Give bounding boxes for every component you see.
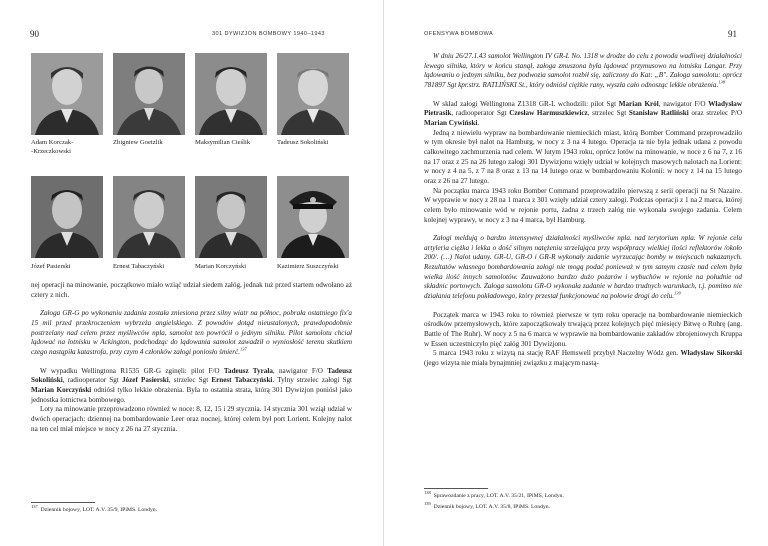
portrait-photo [113,176,185,258]
right-paragraph [424,100,742,129]
crew-name: Marian Król [618,99,659,108]
portrait-photo [113,53,185,135]
portrait-caption: Zbigniew Goetzlik [113,139,163,146]
crew-name: Czesław Harmuszkiewicz [509,109,588,118]
crew-name: Marian Cywiński [424,118,478,127]
footnote [31,506,157,514]
footnote-text: Sprawozdanie z pracy, LOT. A.V. 35/21, IPiMS, Londyn. [433,493,564,499]
right-paragraph: Jedną z niewielu wypraw na bombardowanie niemieckich miast, którą Bomber Command przeprowadziło w tym okresie był nalot na Hamburg, w nocy z 3 na 4 lutego. Operacja ta nie była jednak udana z powodu całkowitego zachmurzenia nad celem. W lutym 1943 roku, oprócz lotów na minowanie, w noce z 6 na 7, z 16 na 17 oraz z 25 na 26 lutego załogi 301 Dywizjonu wzięły udział w kolejnych masowych nalotach na Lorient: w nocy z 4 na 5, z 7 na 8 oraz z 13 na 14 lutego oraz w bombardowaniu Kolonii: w nocy z 14 na 15 lutego oraz z 26 na 27 lutego. [424,128,742,185]
text-run: W wypadku Wellingtona R1535 GR-G zginęli: pilot F/O [40,366,224,375]
footnote-text: Dziennik bojowy, LOT. A.V. 35/9, IPiMS. Londyn. [40,507,158,513]
right-quote-text: W dniu 26/27.1.43 samolot Wellington IV GR-L No. 1318 w drodze do celu z powodu wadliwej działalności lewego silnika, który w końcu stanął, załoga zmuszona była lądować przymusowo na lotnisku Langar. Przy lądowaniu o jednym silniku, bez podwozia samolot rozbił się, zaliczony do Kat: „B". Załoga samolotu: oprócz 781897 Sgt kpr.strz. RATLIŃSKI St., który odniósł ciężkie rany, wyszła cało odnosząc lekkie obrażenia [424,52,742,89]
right-paragraph [424,349,742,368]
right-running-head: OFENSYWA BOMBOWA [424,31,494,37]
footnote-ref: 139 [674,290,681,296]
right-quote: Załogi meldują o bardzo intensywnej działalności myśliwców npla. nad terytorium npla. W rejonie celu artyleria ciężka i lekka o dość silnym natężeniu strzelająca przy współpracy wielkiej ilości reflektorów /około 200/. (…) Nalot udany. GR-U, GR-O i GR-R wykonały zadanie wyrzucając bomby w miejscach nakazanych. Rezultatów własnego bombardowania załogi nie mogą podać ponieważ w tym samym czasie nad celem była wielka ilość innych samolotów. Zauważono bardzo dużo pożarów i wybuchów w rejonie na południe od składnic portowych. Załoga samolotu GR-O wykonała zadanie w bardzo trudnych warunkach, t.j. pomimo nie działania telefonu pokładowego, który przestał funkcjonować na połowie drogi do celu.$^{139}$ [424,234,742,301]
left-paragraph: Loty na minowanie przeprowadzono również w noce: 8, 12, 15 i 29 stycznia. 14 stycznia 301 wziął udział w dwóch operacjach: dziennej na bombardowanie Leer oraz nocnej, której celem był port Lorient. Kolejny nalot na ten cel miał miejsce w nocy z 26 na 27 stycznia. [31,405,352,433]
right-page-number: 91 [728,29,737,39]
portrait-caption: Józef Pasierski [31,263,71,270]
crew-name: Władysław Pietrasik [424,99,742,118]
text-run: . [477,118,480,127]
portrait-caption: Adam Korczak- -Krzeczkowski [31,139,74,155]
portrait-photo [31,176,103,258]
right-quote: W dniu 26/27.1.43 samolot Wellington IV GR-L No. 1318 w drodze do celu z powodu wadliwej działalności lewego silnika, który w końcu stanął, załoga zmuszona była lądować przymusowo na lotnisku Langar. Przy lądowaniu o jednym silniku, bez podwozia samolot rozbił się, zaliczony do Kat: „B". Załoga samolotu: oprócz 781897 Sgt kpr.strz. RATLIŃSKI St., który odniósł ciężkie rany, wyszła cało odnosząc lekkie obrażenia.$^{138}$ [424,52,742,89]
right-body-text [424,52,742,369]
footnote-rule [424,488,488,489]
footnote-rule [31,502,95,503]
footnote [424,503,550,511]
text-run: , strzelec Sgt [587,109,629,118]
right-paragraph: Początek marca w 1943 roku to również pierwsze w tym roku operacje na bombardowanie niemieckich ośrodków przemysłowych, które zapoczątkowały trwającą przez kolejnych pięć miesięcy Bitwę o Ruhrę (ang. Battle of The Ruhr). W nocy z 5 na 6 marca w wyprawie na bombardowanie zakładów zbrojeniowych Kruppa w Essen uczestniczyło pięć załóg 301 Dywizjonu. [424,310,742,348]
left-quote-text: Załoga GR-G po wykonaniu zadania została zniesiona przez silny wiatr na północ, pobrała ostatniego fix'a 15 mil przed przekroczeniem wybrzeża angielskiego. Z powodów dotąd nieustalonych, prawdopodobnie postrzelany nad celem przez myśliwców npla, samolot ten powrócił o jednym silniku. Pilot samolotu chciał lądować na lotnisku w Ackington, podchodząc do lądowania samolot zawadził o wyniosłość terenu skutkiem czego nastąpiła katastrofa, przy czym 4 członków załogi poniosło śmierć [31,309,352,356]
left-running-head: 301 DYWIZJON BOMBOWY 1940–1943 [212,31,325,37]
portrait-caption: Ernest Tabaczyński [113,263,165,270]
crew-name: Józef Pasierski [121,376,169,385]
portrait-photo [277,53,349,135]
portrait-caption: Maksymilian Cieślik [195,139,251,146]
text-run: odniósł tylko lekkie obrażenia. Była to ostatnia strata, którą 301 Dywizjon poniósł jako jednostka lotnictwa bombowego. [31,385,352,404]
crew-name: Ernest Tabaczyński [211,376,273,385]
portrait-photo [31,53,103,135]
left-quote: Załoga GR-G po wykonaniu zadania została zniesiona przez silny wiatr na północ, pobrała ostatniego fix'a 15 mil przed przekroczeniem wybrzeża angielskiego. Z powodów dotąd nieustalonych, prawdopodobnie postrzelany nad celem przez myśliwców npla, samolot ten powrócił o jednym silniku. Pilot samolotu chciał lądować na lotnisku w Ackington, podchodząc do lądowania samolot zawadził o wyniosłość terenu skutkiem czego nastąpiła katastrofa, przy czym 4 członków załogi poniosło śmierć.$^{137}$ [31,309,352,356]
footnote-ref: 137 [240,346,247,352]
footnote-number: 138 [424,490,431,496]
text-run: (jego wizyta nie miała bynajmniej związku z mającym nastą- [424,359,599,368]
crew-name: Władysław Sikorski [680,349,742,358]
text-run: oraz strzelec P/O [688,109,742,118]
crew-name: Stanisław Ratliński [628,109,689,118]
left-page-number: 90 [30,29,39,39]
right-paragraph: Na początku marca 1943 roku Bomber Command przeprowadziło pierwszą z serii operacji na St Nazaire. W wyprawie w nocy z 28 na 1 marca z 301 wzięły udział cztery załogi. Podczas operacji z 1 na 2 marca, której celem było minowanie wód w rejonie portu, żadna z trzech załóg nie wykonała swojego zadania. Celem kolejnej wyprawy, w nocy z 3 na 4 marca, był Hamburg. [424,186,742,224]
crew-name: Marian Korczyński [31,385,92,394]
text-run: , nawigator F/O [272,366,328,375]
footnote [424,492,564,500]
text-run: W skład załogi Wellingtona Z1318 GR-L wchodzili: pilot Sgt [433,99,619,108]
portrait-photo [195,53,267,135]
portrait-caption: Kazimierz Suszczyński [277,263,339,270]
text-run: , radiooperator Sgt [62,376,122,385]
text-run: 5 marca 1943 roku z wizytą na stację RAF Hemswell przybył Naczelny Wódz gen. [433,349,681,358]
footnote-number: 137 [31,504,38,510]
portrait-photo [277,176,349,258]
left-paragraph [31,367,352,406]
crew-name: Tadeusz Tyrała [223,366,273,375]
left-paragraph: nej operacji na minowanie, początkowo miało wziąć udział siedem załóg, jednak tuż przed startem odwołano aż cztery z nich. [31,281,352,299]
left-body-text [31,281,352,434]
footnote-text: Dziennik bojowy, LOT. A.V. 35/8, IPiMS. Londyn. [433,504,551,510]
right-quote-text: Załogi meldują o bardzo intensywnej działalności myśliwców npla. nad terytorium npla. W rejonie celu artyleria ciężka i lekka o dość silnym natężeniu strzelająca przy współpracy wielkiej ilości reflektorów /około 200/. (…) Nalot udany. GR-U, GR-O i GR-R wykonały zadanie wyrzucając bomby w miejscach nakazanych. Rezultatów własnego bombardowania załogi nie mogą podać ponieważ w tym samym czasie nad celem była wielka ilość innych samolotów. Zauważono bardzo dużo pożarów i wybuchów w rejonie na południe od składnic portowych. Załoga samolotu GR-O wykonała zadanie w bardzo trudnych warunkach, t.j. pomimo nie działania telefonu pokładowego, który przestał funkcjonować na połowie drogi do celu [424,234,742,301]
portrait-photo [195,176,267,258]
portrait-caption: Tadeusz Sokoliński [277,139,329,146]
footnote-number: 139 [424,501,431,507]
footnote-ref: 138 [718,79,726,85]
portrait-caption: Marian Korczyński [195,263,247,270]
text-run: . Tylny strzelec załogi Sgt [272,376,352,385]
crew-name: Tadeusz Sokoliński [31,366,352,385]
text-run: , strzelec Sgt [168,376,212,385]
text-run: , nawigator F/O [658,99,709,108]
right-page [384,0,768,546]
text-run: , radiooperator Sgt [451,109,510,118]
